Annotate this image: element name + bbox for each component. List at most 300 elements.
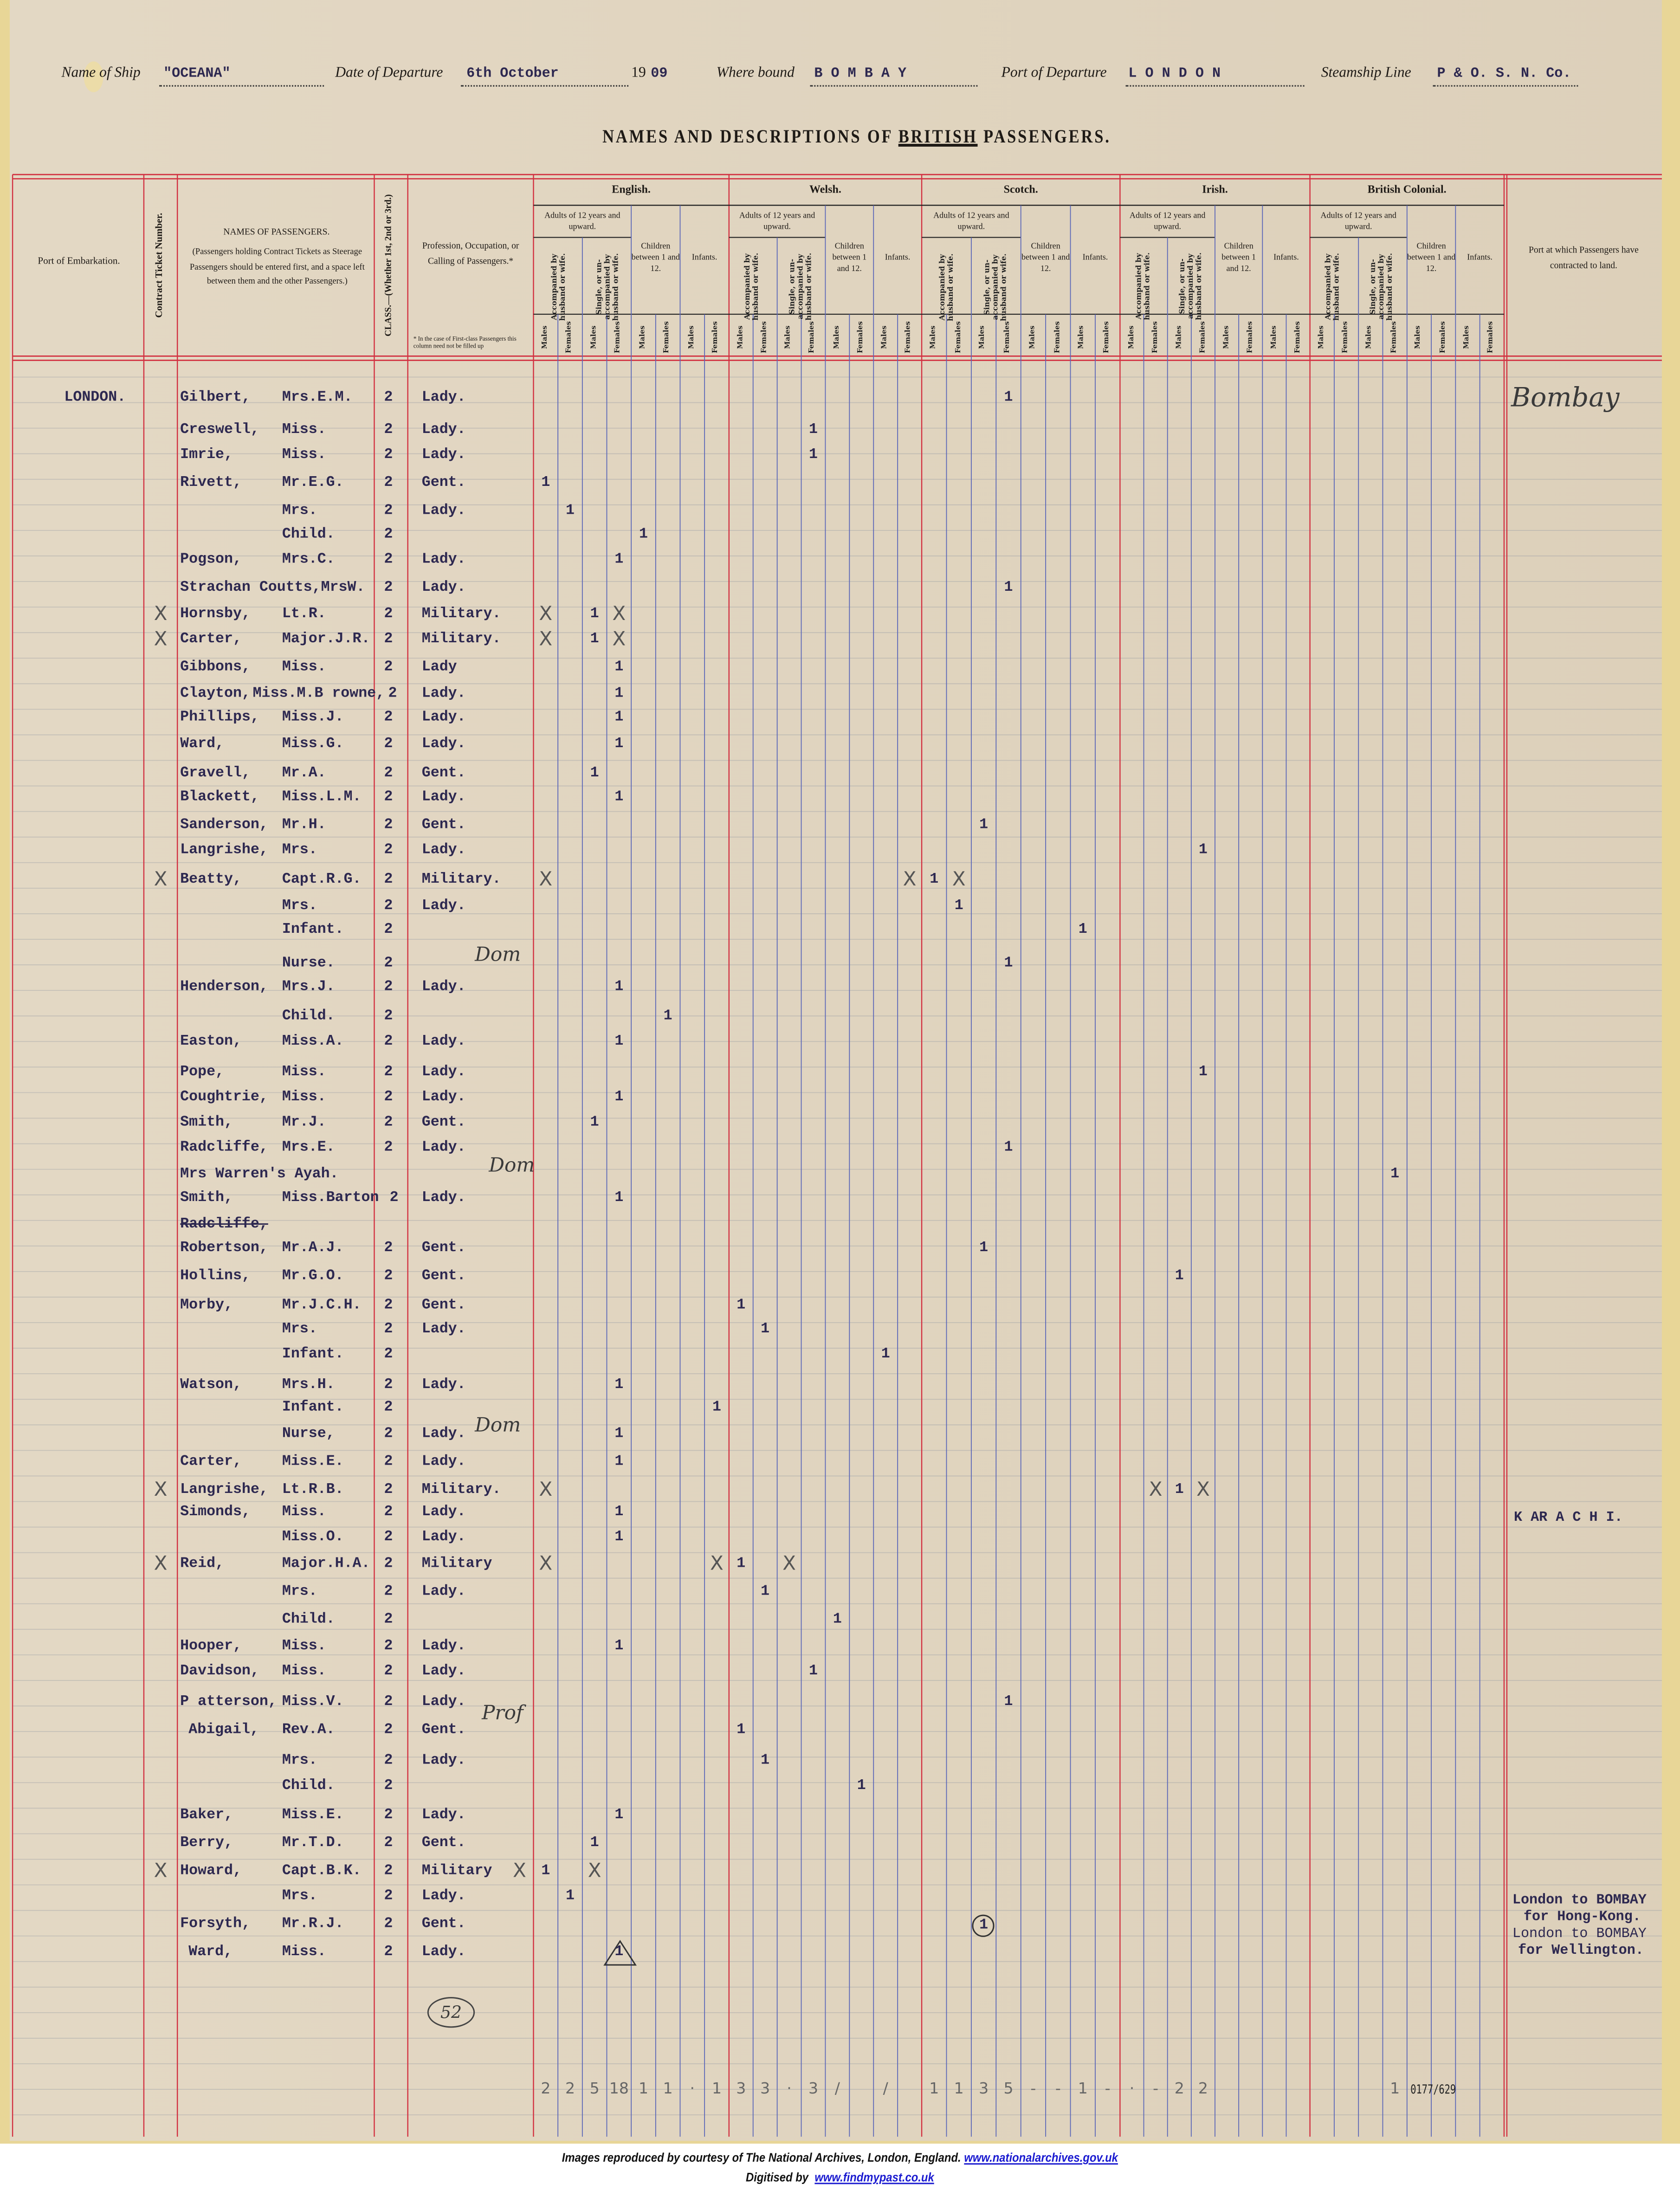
passenger-class: 2: [384, 631, 393, 648]
passenger-profession: Gent.: [421, 817, 466, 834]
passenger-surname: P atterson,: [180, 1694, 277, 1711]
infants-header: Infants.: [1273, 254, 1299, 263]
passenger-surname: Gilbert,: [180, 389, 251, 407]
tally-mark: 1: [566, 503, 575, 520]
passenger-title: Miss.Barton: [282, 1189, 379, 1207]
tally-mark: 1: [1198, 1064, 1208, 1081]
passenger-class: 2: [384, 1297, 393, 1314]
passenger-title: Miss.: [282, 1089, 326, 1106]
females-subheader: Females: [1003, 321, 1012, 354]
tally-mark: 1: [857, 1777, 866, 1795]
tally-mark: 1: [614, 1807, 624, 1824]
passenger-profession: Lady.: [421, 579, 466, 596]
passenger-class: 2: [384, 1835, 393, 1852]
tally-mark: 1: [737, 1297, 746, 1314]
tally-mark: 1: [1175, 1481, 1184, 1499]
port-landing-header: Port at which Passengers have contracted to land.: [1528, 245, 1639, 271]
passenger-title: Miss.: [282, 659, 326, 676]
passenger-profession: Gent.: [421, 475, 466, 492]
cross-mark: X: [539, 628, 553, 651]
column-total: 1: [663, 2079, 673, 2098]
passenger-class: 2: [384, 1863, 393, 1880]
passenger-class: 2: [384, 1722, 393, 1739]
passenger-profession: Lady.: [421, 898, 466, 915]
passenger-surname: Rivett,: [180, 475, 242, 492]
adults-header: Adults of 12 years and upward.: [544, 212, 620, 232]
passenger-class: 2: [384, 1694, 393, 1711]
passenger-class: 2: [384, 1321, 393, 1338]
passenger-surname: Beatty,: [180, 871, 242, 888]
single-header: Single, or un-accompanied by husband or wife.: [1178, 252, 1204, 320]
passenger-surname: Berry,: [180, 1835, 233, 1852]
passenger-title: Miss.E.: [282, 1807, 344, 1824]
tally-mark: 1: [614, 1529, 624, 1546]
tally-mark: 1: [1004, 1139, 1013, 1156]
passenger-class: 2: [384, 1426, 393, 1443]
column-total: -: [1055, 2079, 1061, 2098]
passenger-surname: Langrishe,: [180, 1481, 268, 1499]
column-total: 5: [1003, 2079, 1014, 2098]
passenger-profession: Lady.: [421, 1189, 466, 1207]
passenger-title: Mrs.: [282, 1888, 317, 1905]
passenger-title: Mr.J.: [282, 1114, 326, 1131]
passenger-surname: Mrs Warren's Ayah.: [180, 1166, 339, 1183]
accompanied-header: Accompanied by husband or wife.: [549, 253, 567, 321]
cross-mark: X: [1196, 1479, 1210, 1501]
females-subheader: Females: [1390, 321, 1399, 354]
tally-mark: 1: [808, 1663, 818, 1680]
passenger-title: Miss.: [282, 1638, 326, 1655]
passenger-class: 2: [384, 1944, 393, 1961]
passenger-class: 2: [384, 765, 393, 782]
females-subheader: Females: [1438, 321, 1447, 354]
passenger-class: 2: [384, 736, 393, 753]
males-subheader: Males: [1462, 325, 1472, 349]
passenger-title: Miss.: [282, 1064, 326, 1081]
date-value: 6th October: [466, 67, 559, 83]
column-total: 1: [711, 2079, 722, 2098]
females-subheader: Females: [711, 321, 720, 354]
tally-mark: 1: [761, 1321, 770, 1338]
tally-mark: 1: [590, 765, 599, 782]
passenger-title: Mrs.: [282, 842, 317, 859]
females-subheader: Females: [856, 321, 865, 354]
tally-mark: 1: [808, 446, 818, 464]
passenger-profession: Lady.: [421, 789, 466, 806]
column-total: 1: [1078, 2079, 1088, 2098]
passenger-title: Miss.J.: [282, 709, 344, 726]
males-subheader: Males: [880, 325, 889, 349]
column-total: 1: [954, 2079, 964, 2098]
children-header: Children between 1 and 12.: [1221, 243, 1256, 274]
passenger-profession: Lady.: [421, 1321, 466, 1338]
passenger-title: Miss.: [282, 1504, 326, 1521]
line-value: P & O. S. N. Co.: [1437, 67, 1571, 83]
passenger-class: 2: [384, 709, 393, 726]
column-total: 2: [1198, 2079, 1208, 2098]
passenger-title: Major.H.A.: [282, 1556, 370, 1573]
column-total: 18: [609, 2079, 629, 2098]
passenger-class: 2: [384, 1888, 393, 1905]
passenger-profession: Lady.: [421, 1033, 466, 1050]
findmypast-link[interactable]: www.findmypast.co.uk: [814, 2170, 934, 2184]
adults-header: Adults of 12 years and upward.: [1129, 212, 1206, 232]
tally-mark: 1: [833, 1611, 842, 1628]
males-subheader: Males: [1127, 325, 1136, 349]
passenger-class: 2: [384, 659, 393, 676]
passenger-class: 2: [384, 1114, 393, 1131]
tally-mark: 1: [979, 1240, 989, 1257]
passenger-title: Miss.: [282, 1944, 326, 1961]
title-underlined: BRITISH: [898, 125, 978, 147]
passenger-profession: Gent.: [421, 1297, 466, 1314]
passenger-title: Lt.R.: [282, 606, 326, 623]
date-label: Date of Departure: [335, 65, 443, 81]
national-archives-link[interactable]: www.nationalarchives.gov.uk: [964, 2151, 1118, 2165]
tally-mark: 1: [1198, 842, 1208, 859]
passenger-profession: Lady.: [421, 1663, 466, 1680]
handwritten-note: Prof: [482, 1702, 523, 1725]
females-subheader: Females: [1103, 321, 1111, 354]
passenger-title: Infant.: [282, 922, 344, 939]
passenger-profession: Gent.: [421, 1114, 466, 1131]
passenger-title: Nurse.: [282, 955, 335, 972]
tally-mark: 1: [614, 1033, 624, 1050]
tally-mark: 1: [614, 979, 624, 996]
tally-mark: 1: [541, 1863, 550, 1880]
passenger-profession: Gent.: [421, 1240, 466, 1257]
passenger-title: Miss.M.B rowne,: [252, 685, 385, 703]
tally-mark: 1: [614, 659, 624, 676]
column-total: 3: [808, 2079, 819, 2098]
males-subheader: Males: [1414, 325, 1423, 349]
cross-mark: X: [539, 1553, 553, 1576]
passenger-class: 2: [384, 1377, 393, 1394]
passenger-class: 2: [384, 1346, 393, 1363]
passenger-surname: Blackett,: [180, 789, 259, 806]
tally-mark: 1: [614, 709, 624, 726]
passenger-class: 2: [384, 789, 393, 806]
passenger-surname: Robertson,: [180, 1240, 268, 1257]
adults-header: Adults of 12 years and upward.: [1320, 212, 1396, 232]
adults-header: Adults of 12 years and upward.: [739, 212, 815, 232]
passenger-title: Lt.R.B.: [282, 1481, 344, 1499]
tally-mark: 1: [761, 1583, 770, 1601]
names-header: NAMES OF PASSENGERS.: [223, 227, 330, 238]
males-subheader: Males: [1028, 325, 1037, 349]
passenger-profession: Lady.: [421, 1454, 466, 1471]
tally-mark: 1: [614, 736, 624, 753]
tally-mark: 1: [930, 871, 939, 888]
passenger-class: 2: [384, 551, 393, 568]
cross-mark: X: [612, 628, 626, 651]
cross-mark: X: [612, 603, 626, 626]
passenger-profession: Lady.: [421, 1089, 466, 1106]
passenger-title: Mr.J.C.H.: [282, 1297, 362, 1314]
passenger-surname: Hooper,: [180, 1638, 242, 1655]
tally-mark: 1: [614, 1426, 624, 1443]
tally-mark: 1: [614, 1089, 624, 1106]
passenger-title: Mrs.: [282, 898, 317, 915]
passenger-surname: Ward,: [188, 1944, 233, 1961]
tally-mark: 1: [590, 1835, 599, 1852]
passenger-title: Mr.E.G.: [282, 475, 344, 492]
passenger-class: 2: [384, 979, 393, 996]
passenger-class: 2: [384, 1454, 393, 1471]
tally-mark: 1: [761, 1752, 770, 1770]
passenger-profession: Lady.: [421, 503, 466, 520]
passenger-title: Miss.: [282, 446, 326, 464]
passenger-profession: Gent.: [421, 1835, 466, 1852]
females-subheader: Females: [565, 321, 574, 354]
column-total: 1: [929, 2079, 939, 2098]
passenger-class: 2: [384, 1504, 393, 1521]
passenger-profession: Military.: [421, 606, 501, 623]
passenger-surname: Phillips,: [180, 709, 259, 726]
males-subheader: Males: [1365, 325, 1374, 349]
passenger-title: Nurse,: [282, 1426, 335, 1443]
column-total: ·: [787, 2079, 792, 2098]
single-header: Single, or un-accompanied by husband or wife.: [594, 253, 620, 321]
ship-value: "OCEANA": [163, 67, 231, 83]
passenger-title: Mrs.E.M.: [282, 389, 353, 407]
passenger-profession: Lady.: [421, 979, 466, 996]
passenger-title: Miss.A.: [282, 1033, 344, 1050]
tally-mark: 1: [614, 1454, 624, 1471]
passenger-profession: Lady.: [421, 1139, 466, 1156]
tally-mark: 1: [614, 1504, 624, 1521]
column-total: 2: [541, 2079, 551, 2098]
passenger-class: 2: [384, 421, 393, 439]
passenger-title: Mr.H.: [282, 817, 326, 834]
females-subheader: Females: [1246, 321, 1254, 354]
passenger-class: 2: [384, 1777, 393, 1795]
contract-check-mark: X: [154, 868, 168, 891]
passenger-profession: Lady.: [421, 709, 466, 726]
males-subheader: Males: [1222, 325, 1231, 349]
passenger-profession: Gent.: [421, 1722, 466, 1739]
year-typed: 09: [651, 67, 668, 83]
cross-mark: X: [539, 1479, 553, 1501]
tally-mark: 1: [614, 1377, 624, 1394]
tally-mark: 1: [614, 1638, 624, 1655]
column-total: 2: [1174, 2079, 1184, 2098]
passenger-title: Miss.O.: [282, 1529, 344, 1546]
port-value: L O N D O N: [1128, 67, 1221, 83]
passenger-class: 2: [384, 475, 393, 492]
passenger-surname: Reid,: [180, 1556, 225, 1573]
passenger-class: 2: [384, 1638, 393, 1655]
tally-mark: 1: [566, 1888, 575, 1905]
passenger-surname: Watson,: [180, 1377, 242, 1394]
route-line: for Hong-Kong.: [1523, 1910, 1641, 1926]
single-header: Single, or un-accompanied by husband or wife.: [1370, 253, 1396, 321]
passenger-title: Mr.T.D.: [282, 1835, 344, 1852]
bound-label: Where bound: [716, 65, 795, 81]
route-line: London to BOMBAY: [1512, 1893, 1647, 1909]
passenger-class: 2: [384, 606, 393, 623]
credit-line-1: [101, 2151, 1579, 2164]
route-line: for Wellington.: [1518, 1944, 1644, 1959]
males-subheader: Males: [687, 325, 696, 349]
column-total: ·: [1129, 2079, 1135, 2098]
tally-mark: 1: [614, 551, 624, 568]
passenger-surname: Carter,: [180, 1454, 242, 1471]
passenger-title: Capt.B.K.: [282, 1863, 362, 1880]
adults-header: Adults of 12 years and upward.: [933, 212, 1009, 232]
passenger-title: Mrs.: [282, 1321, 317, 1338]
passenger-profession: Lady.: [421, 1064, 466, 1081]
passenger-profession: Gent.: [421, 1916, 466, 1933]
passenger-surname: Radcliffe,: [180, 1139, 268, 1156]
children-header: Children between 1 and 12.: [1021, 243, 1070, 274]
tally-mark: 1: [614, 685, 624, 703]
passenger-surname: Pogson,: [180, 551, 242, 568]
ship-label: Name of Ship: [61, 65, 141, 81]
males-subheader: Males: [1317, 325, 1326, 349]
males-subheader: Males: [1269, 325, 1278, 349]
tally-mark: 1: [590, 606, 599, 623]
page-title: [129, 126, 1585, 148]
passenger-surname: Forsyth,: [180, 1916, 251, 1933]
passenger-class: 2: [384, 526, 393, 543]
passenger-profession: Military: [421, 1556, 492, 1573]
passenger-class: 2: [384, 955, 393, 972]
passenger-class: 2: [384, 1752, 393, 1770]
passenger-title: Child.: [282, 1611, 335, 1628]
credit-line-2: [101, 2170, 1579, 2184]
passenger-surname: Langrishe,: [180, 842, 268, 859]
passenger-class: 2: [384, 898, 393, 915]
passenger-profession: Military: [421, 1863, 492, 1880]
passenger-surname: Gibbons,: [180, 659, 251, 676]
circled-count: 52: [427, 1997, 475, 2028]
column-total: -: [1030, 2079, 1036, 2098]
females-subheader: Females: [760, 321, 769, 354]
passenger-class: 2: [384, 1008, 393, 1025]
passenger-class: 2: [384, 1064, 393, 1081]
passenger-title: Mr.G.O.: [282, 1268, 344, 1285]
column-total: -: [1153, 2079, 1159, 2098]
cross-mark: X: [782, 1553, 796, 1576]
passenger-profession: Lady.: [421, 736, 466, 753]
handwritten-note: Dom: [489, 1155, 535, 1177]
column-total: /: [834, 2079, 840, 2098]
passenger-profession: Lady.: [421, 1944, 466, 1961]
column-total: 3: [736, 2079, 746, 2098]
passenger-surname: Pope,: [180, 1064, 225, 1081]
line-label: Steamship Line: [1321, 65, 1411, 81]
passenger-title: Mrs.J.: [282, 979, 335, 996]
passenger-title: Mrs.: [282, 1752, 317, 1770]
passenger-profession: Lady.: [421, 551, 466, 568]
passenger-title: Major.J.R.: [282, 631, 370, 648]
passenger-surname: Radcliffe,: [180, 1216, 268, 1234]
infants-header: Infants.: [1467, 254, 1493, 263]
passenger-class: 2: [384, 817, 393, 834]
passenger-title: Rev.A.: [282, 1722, 335, 1739]
passenger-surname: Hornsby,: [180, 606, 251, 623]
handwritten-note: Dom: [475, 1415, 521, 1437]
year-printed: 19: [631, 65, 646, 81]
males-subheader: Males: [832, 325, 841, 349]
passenger-surname: Smith,: [180, 1189, 233, 1207]
passenger-profession: Lady.: [421, 1752, 466, 1770]
passenger-surname: Strachan Coutts,MrsW.: [180, 579, 365, 596]
passenger-profession: Lady.: [421, 1504, 466, 1521]
females-subheader: Females: [954, 321, 963, 354]
children-header: Children between 1 and 12.: [1407, 243, 1456, 274]
title-post: PASSENGERS.: [977, 125, 1111, 147]
accompanied-header: Accompanied by husband or wife.: [1325, 253, 1343, 321]
contract-check-mark: X: [154, 603, 168, 626]
passenger-profession: Lady.: [421, 1888, 466, 1905]
handwritten-bombay: Bombay: [1511, 382, 1620, 413]
passenger-class: 2: [384, 1916, 393, 1933]
passenger-surname: Smith,: [180, 1114, 233, 1131]
karachi-label: K AR A C H I.: [1513, 1511, 1623, 1527]
passenger-class: 2: [384, 1399, 393, 1416]
males-subheader: Males: [1174, 325, 1183, 349]
passenger-class: 2: [384, 1611, 393, 1628]
tally-mark: 1: [590, 631, 599, 648]
infants-header: Infants.: [885, 254, 911, 263]
passenger-profession: Military.: [421, 1481, 501, 1499]
females-subheader: Females: [614, 321, 623, 354]
passenger-surname: Morby,: [180, 1297, 233, 1314]
passenger-surname: Clayton,: [180, 685, 251, 703]
reference-number: 0177/629: [1410, 2083, 1456, 2098]
passenger-profession: Lady.: [421, 421, 466, 439]
single-header: Single, or un-accompanied by husband or wife.: [983, 253, 1009, 322]
column-total: 1: [638, 2079, 649, 2098]
passenger-class: 2: [384, 871, 393, 888]
passenger-title: Mrs.E.: [282, 1139, 335, 1156]
passenger-class: 2: [384, 1268, 393, 1285]
passenger-profession: Military.: [421, 871, 501, 888]
passenger-title: Mrs.: [282, 1583, 317, 1601]
passenger-class: 2: [384, 1139, 393, 1156]
digitised-text: Digitised by: [745, 2170, 809, 2184]
port-label: Port of Departure: [1001, 65, 1107, 81]
class-header: CLASS.—(Whether 1st, 2nd or 3rd.): [384, 194, 394, 336]
accompanied-header: Accompanied by husband or wife.: [938, 253, 955, 322]
males-subheader: Males: [541, 325, 549, 349]
passenger-profession: Gent.: [421, 1268, 466, 1285]
passenger-profession: Lady.: [421, 1807, 466, 1824]
cross-mark: X: [710, 1553, 724, 1576]
passenger-class: 2: [384, 1583, 393, 1601]
passenger-class: 2: [384, 842, 393, 859]
cross-mark: X: [539, 603, 553, 626]
column-total: 5: [589, 2079, 600, 2098]
passenger-title: Capt.R.G.: [282, 871, 362, 888]
passenger-title: Mr.R.J.: [282, 1916, 344, 1933]
passenger-profession: Lady.: [421, 446, 466, 464]
passenger-class: 2: [384, 579, 393, 596]
tally-mark: 1: [541, 475, 550, 492]
passenger-title: Infant.: [282, 1346, 344, 1363]
passenger-title: Mrs.: [282, 503, 317, 520]
contract-check-mark: X: [154, 1553, 168, 1576]
infants-header: Infants.: [691, 254, 717, 263]
cross-mark: X: [588, 1860, 601, 1883]
females-subheader: Females: [905, 321, 913, 354]
cross-mark: X: [512, 1860, 526, 1883]
profession-header: Profession, Occupation, or Calling of Passengers.*: [422, 241, 519, 266]
single-header: Single, or un-accompanied by husband or wife.: [788, 252, 814, 321]
passenger-class: 2: [384, 1529, 393, 1546]
